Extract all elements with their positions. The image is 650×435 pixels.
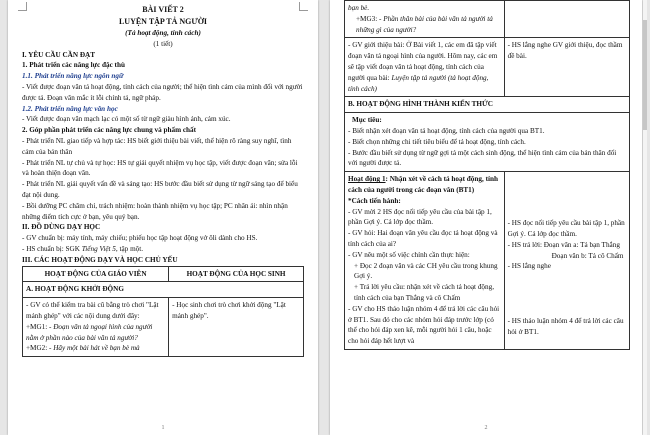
page-number: 1 — [161, 425, 165, 431]
text-run: - GV giới thiệu bài: Ở Bài viết 1, các em đã tập viết đoạn văn tả ngoại hình của người. Hôm nay, các em sẽ tập viết đoạn văn tả hoạt động, tính cách của người qua bài: — [348, 41, 498, 82]
text-run: Hoạt động 1 — [348, 175, 386, 184]
cell-text: - GV cho HS thảo luận nhóm 4 để trả lời các câu hỏi ở BT1. Sau đó cho các nhóm hỏi đáp trước lớp (có thể cho hỏi đáp xen kẽ, mỗi người hỏi 1 câu, hoặc cho hỏi đáp hết lượt và — [348, 304, 500, 346]
student-cell — [504, 172, 629, 350]
subsection-heading: 1.2. Phát triển năng lực văn học — [22, 104, 118, 113]
objectives-label: Mục tiêu: — [352, 116, 382, 125]
lesson-duration: (1 tiết) — [153, 39, 173, 48]
student-cell — [504, 1, 629, 38]
lesson-heading: BÀI VIẾT 2 — [142, 5, 184, 14]
lesson-subtitle: (Tả hoạt động, tính cách) — [125, 29, 201, 37]
cell-text: - Biết chọn những chi tiết tiêu biểu để tả hoạt động, tính cách. — [348, 137, 526, 146]
procedure-label: *Cách tiến hành: — [348, 196, 401, 205]
cell-text: + Đọc 2 đoạn văn và các CH yêu cầu trong khung Gợi ý. — [354, 261, 498, 281]
text-run: : Nhận xét về cách tả hoạt động, tính cách của người trong các đoạn văn (BT1) — [348, 175, 498, 194]
teacher-cell — [23, 298, 169, 357]
column-header-teacher: HOẠT ĐỘNG CỦA GIÁO VIÊN — [23, 266, 169, 282]
cell-text: - Học sinh chơi trò chơi khởi động "Lật mảnh ghép". — [172, 301, 286, 320]
subsection-heading: 1.1. Phát triển năng lực ngôn ngữ — [22, 72, 124, 81]
subsection-heading: 2. Góp phần phát triển các năng lực chung và phẩm chất — [22, 126, 197, 135]
table-section-row: B. HOẠT ĐỘNG HÌNH THÀNH KIẾN THỨC — [345, 97, 630, 113]
cell-text — [348, 40, 501, 94]
cell-text: - HS trả lời: Đoạn văn a: Tả bạn Thắng — [507, 240, 620, 249]
paragraph: - Phát triển NL giải quyết vấn đề và sáng tạo: HS bước đầu biết sử dụng từ ngữ sáng tạo để biểu đạt nội dung. — [22, 180, 298, 199]
column-header-student: HOẠT ĐỘNG CỦA HỌC SINH — [169, 266, 304, 282]
student-cell — [504, 38, 629, 97]
activity-table — [22, 266, 304, 358]
cell-text — [26, 343, 165, 354]
table-section-row: A. HOẠT ĐỘNG KHỞI ĐỘNG — [23, 282, 304, 298]
document-page-1 — [8, 0, 318, 435]
paragraph: - GV chuẩn bị: máy tính, máy chiếu; phiếu học tập hoạt động vở ôli dành cho HS. — [22, 234, 258, 243]
cell-text: - GV hỏi: Hai đoạn văn yêu cầu đọc tả hoạt động và tính cách của ai? — [348, 229, 498, 248]
text-run: +MG1: - — [26, 322, 54, 331]
cell-text: bạn bè. — [348, 4, 370, 12]
objectives-cell — [345, 113, 630, 172]
cell-text: - HS lắng nghe — [507, 262, 551, 271]
cell-text: - HS lắng nghe GV giới thiệu, đọc thầm đề bài. — [507, 41, 623, 61]
paragraph: - Viết được đoạn văn mạch lạc có một số từ ngữ giàu hình ảnh, cảm xúc. — [22, 115, 231, 124]
cell-text: - HS thảo luận nhóm 4 để trả lời các câu hỏi ở BT1. — [507, 317, 624, 336]
cell-text: Đoạn văn b: Tả cô Chấm — [551, 251, 624, 260]
activity-heading — [348, 174, 501, 196]
paragraph: - Phát triển NL tự chủ và tự học: HS tự giải quyết nhiệm vụ học tập, viết được đoạn văn; sửa lỗi và hoàn thiện đoạn văn. — [22, 158, 298, 178]
section-heading: II. ĐỒ DÙNG DẠY HỌC — [22, 223, 101, 232]
activity-table-continued — [344, 0, 630, 350]
student-cell — [169, 298, 304, 357]
paragraph: - Bồi dưỡng PC chăm chỉ, trách nhiệm: hoàn thành nhiệm vụ học tập; PC nhân ái: nhìn nhận những điểm tích cực ở bạn, yêu quý bạn. — [22, 201, 288, 221]
cell-text: - GV có thể kiểm tra bài cũ bằng trò chơi "Lật mảnh ghép" với các nội dung dưới đây: — [26, 301, 159, 320]
cell-text: - Biết nhận xét đoạn văn tả hoạt động, tính cách của người qua BT1. — [348, 126, 545, 135]
section-heading: III. CÁC HOẠT ĐỘNG DẠY VÀ HỌC CHỦ YẾU — [22, 255, 178, 264]
book-title: Tiếng Việt 5 — [81, 244, 116, 253]
document-page-2 — [330, 0, 642, 435]
teacher-cell — [345, 38, 505, 97]
paragraph: - Phát triển NL giao tiếp và hợp tác: HS biết giới thiệu bài viết, thể hiện rõ ràng suy nghĩ, tình cảm của bản thân — [22, 136, 292, 156]
text-run: Phần thân bài của bài văn tả người tả những gì của người? — [356, 14, 493, 34]
cell-text: + Trả lời yêu cầu: nhận xét về cách tả hoạt động, tính cách của bạn Thắng và cô Chấm — [354, 283, 494, 302]
teacher-cell — [345, 172, 505, 350]
subsection-heading: 1. Phát triển các năng lực đặc thù — [22, 61, 125, 70]
scrollbar-thumb[interactable] — [643, 20, 647, 130]
text-run: Luyện tập tả người (tả hoạt động, tính cách) — [348, 73, 489, 93]
spacer — [508, 272, 626, 316]
teacher-cell — [345, 1, 505, 38]
cell-text: - HS đọc nối tiếp yêu cầu bài tập 1, phần Gợi ý. Cả lớp đọc thầm. — [507, 219, 625, 238]
text-run: - HS chuẩn bị: SGK — [22, 244, 82, 253]
cell-text — [348, 14, 501, 36]
text-run: Hãy một bài hát về bạn bè mà — [53, 344, 140, 353]
spacer — [508, 174, 626, 218]
cell-text: - Bước đầu biết sử dụng từ ngữ gợi tả một cách sinh động, thể hiện tình cảm của bản thân đối với người được tả. — [348, 148, 617, 168]
cell-text: - GV nêu một số việc chính cần thực hiện: — [348, 250, 470, 259]
cell-text: - GV mời 2 HS đọc nối tiếp yêu cầu của bài tập 1, phần Gợi ý. Cả lớp đọc thầm. — [348, 207, 492, 227]
lesson-title: LUYỆN TẬP TẢ NGƯỜI — [118, 17, 208, 26]
paragraph: - Viết được đoạn văn tả hoạt động, tính cách của người; thể hiện tình cảm của mình đối với người được tả. Đoạn văn mắc ít lỗi chính tả, ngữ pháp. — [22, 82, 303, 102]
text-run: +MG2: - — [26, 344, 54, 353]
page-number: 2 — [484, 425, 488, 431]
text-run: +MG3: - — [356, 14, 384, 23]
cell-text — [26, 322, 165, 344]
section-heading: I. YÊU CẦU CẦN ĐẠT — [22, 50, 96, 59]
paragraph — [22, 244, 304, 255]
text-run: Đoạn văn tả ngoại hình của người nằm ở phần nào của bài văn tả người? — [26, 322, 153, 342]
text-run: , tập một. — [115, 244, 144, 253]
